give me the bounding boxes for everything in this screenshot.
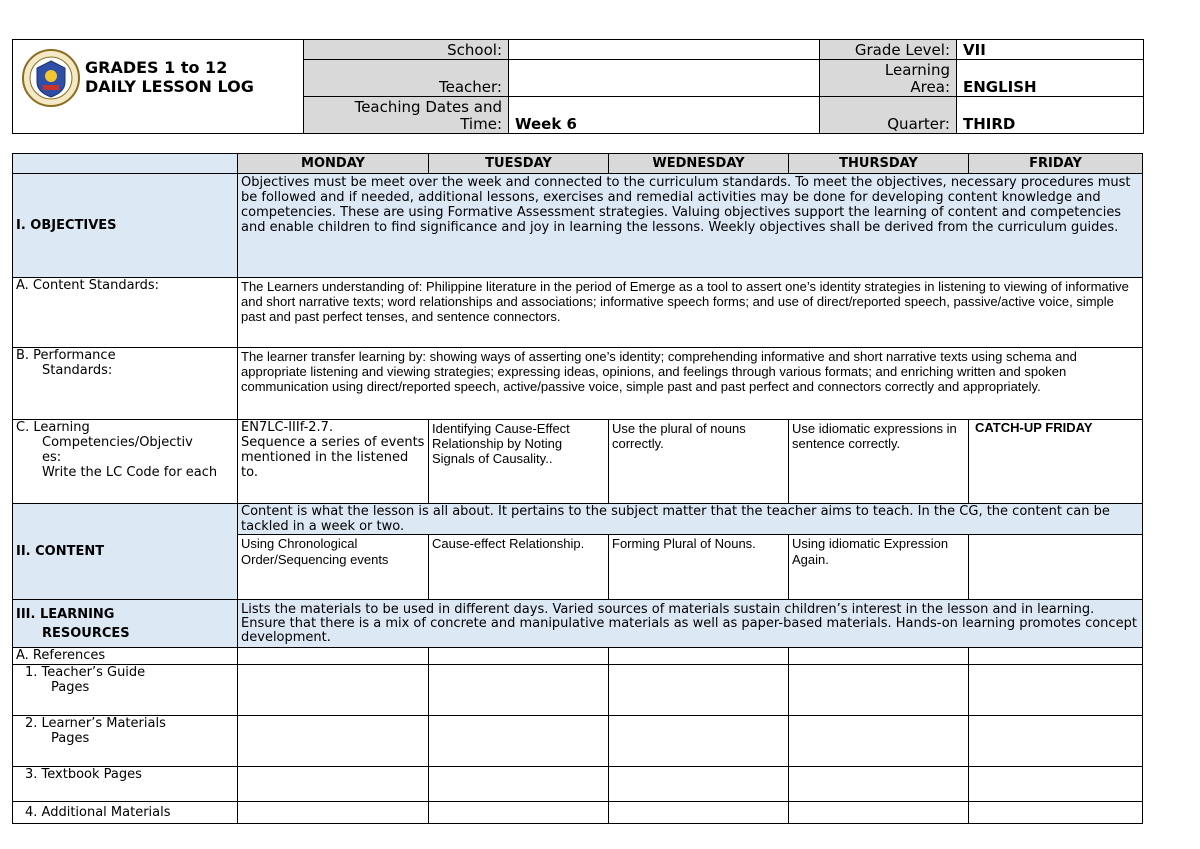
learners-materials-thursday — [789, 716, 969, 767]
content-standards-text: The Learners understanding of: Philippine literature in the period of Emerge as a tool to assert one’s identity strategies in listening to viewing of informative and short narrative texts; word relationships and associations; informative speech forms; and use of direct/reported speech, passive/active voice, simple past and past perfect tenses, and sentence connectors. — [238, 278, 1143, 348]
content-label: II. CONTENT — [13, 504, 238, 600]
teachers-guide-label-line-2: Pages — [51, 680, 90, 695]
additional-materials-monday — [238, 802, 429, 824]
content-monday: Using Chronological Order/Sequencing events — [238, 535, 429, 600]
content-standards-label: A. Content Standards: — [13, 278, 238, 348]
grade-level-value: VII — [957, 40, 1144, 60]
references-tuesday — [429, 648, 609, 665]
competencies-label — [13, 420, 238, 504]
learners-materials-wednesday — [609, 716, 789, 767]
school-value — [509, 40, 820, 60]
lesson-log-table — [12, 153, 1143, 824]
references-row — [13, 648, 1143, 665]
references-friday — [969, 648, 1143, 665]
quarter-label: Quarter: — [820, 97, 957, 134]
day-wednesday: WEDNESDAY — [609, 154, 789, 174]
day-tuesday: TUESDAY — [429, 154, 609, 174]
teachers-guide-label-line-1: 1. Teacher’s Guide — [25, 665, 146, 680]
competency-friday: CATCH-UP FRIDAY — [969, 420, 1143, 504]
references-label: A. References — [13, 648, 238, 665]
additional-materials-row — [13, 802, 1143, 824]
competencies-note: Write the LC Code for each — [42, 465, 218, 480]
learners-materials-label — [13, 716, 238, 767]
learning-resources-note: Lists the materials to be used in different days. Varied sources of materials sustain children’s interest in the lesson and in learning. Ensure that there is a mix of concrete and manipulative materials as well as paper-based materials. Hands-on learning promotes concept development. — [238, 600, 1143, 648]
competency-monday-code: EN7LC-IIIf-2.7. — [241, 420, 334, 435]
teaching-dates-label — [304, 97, 509, 134]
additional-materials-label: 4. Additional Materials — [13, 802, 238, 824]
learners-materials-label-line-2: Pages — [51, 731, 90, 746]
competency-tuesday: Identifying Cause-Effect Relationship by Noting Signals of Causality.. — [429, 420, 609, 504]
teachers-guide-label — [13, 665, 238, 716]
learning-resources-row — [13, 600, 1143, 648]
competencies-row — [13, 420, 1143, 504]
teacher-label: Teacher: — [304, 60, 509, 97]
learning-resources-label — [13, 600, 238, 648]
title-line-2: DAILY LESSON LOG — [85, 77, 254, 96]
header-title-cell — [13, 40, 304, 134]
competencies-label-line-3: es: — [42, 450, 62, 465]
school-label: School: — [304, 40, 509, 60]
objectives-row — [13, 174, 1143, 278]
textbook-pages-wednesday — [609, 767, 789, 802]
objectives-text: Objectives must be meet over the week and connected to the curriculum standards. To meet the objectives, necessary procedures must be followed and if needed, additional lessons, exercises and remedial activities may be done for developing content knowledge and competencies. These are using Formative Assessment strategies. Valuing objectives support the learning of content and competencies and enable children to find significance and joy in learning the lessons. Weekly objectives shall be derived from the curriculum guides. — [238, 174, 1143, 278]
competency-wednesday: Use the plural of nouns correctly. — [609, 420, 789, 504]
additional-materials-friday — [969, 802, 1143, 824]
teacher-value — [509, 60, 820, 97]
competencies-label-line-1: C. Learning — [16, 420, 90, 435]
textbook-pages-tuesday — [429, 767, 609, 802]
learning-area-label-line-1: Learning — [884, 61, 950, 79]
competency-monday-text: Sequence a series of events mentioned in the listened to. — [241, 435, 425, 480]
title-line-1: GRADES 1 to 12 — [85, 58, 228, 77]
teachers-guide-thursday — [789, 665, 969, 716]
learning-area-value: ENGLISH — [957, 60, 1144, 97]
textbook-pages-label: 3. Textbook Pages — [13, 767, 238, 802]
content-friday — [969, 535, 1143, 600]
learning-resources-label-line-1: III. LEARNING — [16, 606, 115, 622]
day-thursday: THURSDAY — [789, 154, 969, 174]
grade-level-label: Grade Level: — [820, 40, 957, 60]
content-note: Content is what the lesson is all about. It pertains to the subject matter that the teacher aims to teach. In the CG, the content can be tackled in a week or two. — [238, 504, 1143, 535]
textbook-pages-row — [13, 767, 1143, 802]
textbook-pages-friday — [969, 767, 1143, 802]
learners-materials-monday — [238, 716, 429, 767]
teachers-guide-monday — [238, 665, 429, 716]
teachers-guide-friday — [969, 665, 1143, 716]
days-header-row — [13, 154, 1143, 174]
learning-resources-label-line-2: RESOURCES — [42, 625, 130, 641]
teachers-guide-wednesday — [609, 665, 789, 716]
performance-label-line-1: B. Performance — [16, 348, 116, 363]
additional-materials-tuesday — [429, 802, 609, 824]
day-friday: FRIDAY — [969, 154, 1143, 174]
learners-materials-friday — [969, 716, 1143, 767]
additional-materials-wednesday — [609, 802, 789, 824]
teaching-dates-label-line-2: Time: — [460, 115, 502, 133]
textbook-pages-thursday — [789, 767, 969, 802]
learners-materials-row — [13, 716, 1143, 767]
content-standards-row — [13, 278, 1143, 348]
day-monday: MONDAY — [238, 154, 429, 174]
content-tuesday: Cause-effect Relationship. — [429, 535, 609, 600]
header-title — [85, 58, 254, 96]
performance-label-line-2: Standards: — [42, 363, 113, 378]
competency-monday — [238, 420, 429, 504]
content-note-row — [13, 504, 1143, 535]
objectives-label: I. OBJECTIVES — [13, 174, 238, 278]
references-monday — [238, 648, 429, 665]
performance-standards-row — [13, 348, 1143, 420]
learners-materials-label-line-1: 2. Learner’s Materials — [25, 716, 166, 731]
references-wednesday — [609, 648, 789, 665]
teaching-dates-label-line-1: Teaching Dates and — [354, 98, 502, 116]
learning-area-label-line-2: Area: — [910, 78, 950, 96]
performance-standards-text: The learner transfer learning by: showing ways of asserting one’s identity; comprehending informative and short narrative texts using schema and appropriate listening and viewing strategies; expressing ideas, opinions, and feelings through various formats; and enriching written and spoken communication using direct/reported speech, active/passive voice, simple past and past perfect and connectors correctly and appropriately. — [238, 348, 1143, 420]
textbook-pages-monday — [238, 767, 429, 802]
references-thursday — [789, 648, 969, 665]
additional-materials-thursday — [789, 802, 969, 824]
competency-thursday: Use idiomatic expressions in sentence correctly. — [789, 420, 969, 504]
teachers-guide-row — [13, 665, 1143, 716]
teachers-guide-tuesday — [429, 665, 609, 716]
content-thursday: Using idiomatic Expression Again. — [789, 535, 969, 600]
learning-area-label — [820, 60, 957, 97]
performance-standards-label — [13, 348, 238, 420]
competencies-label-line-2: Competencies/Objectiv — [42, 435, 193, 450]
teaching-dates-value: Week 6 — [509, 97, 820, 134]
header-table — [12, 39, 1144, 134]
corner-cell — [13, 154, 238, 174]
deped-seal-icon — [21, 48, 81, 108]
learners-materials-tuesday — [429, 716, 609, 767]
content-wednesday: Forming Plural of Nouns. — [609, 535, 789, 600]
quarter-value: THIRD — [957, 97, 1144, 134]
